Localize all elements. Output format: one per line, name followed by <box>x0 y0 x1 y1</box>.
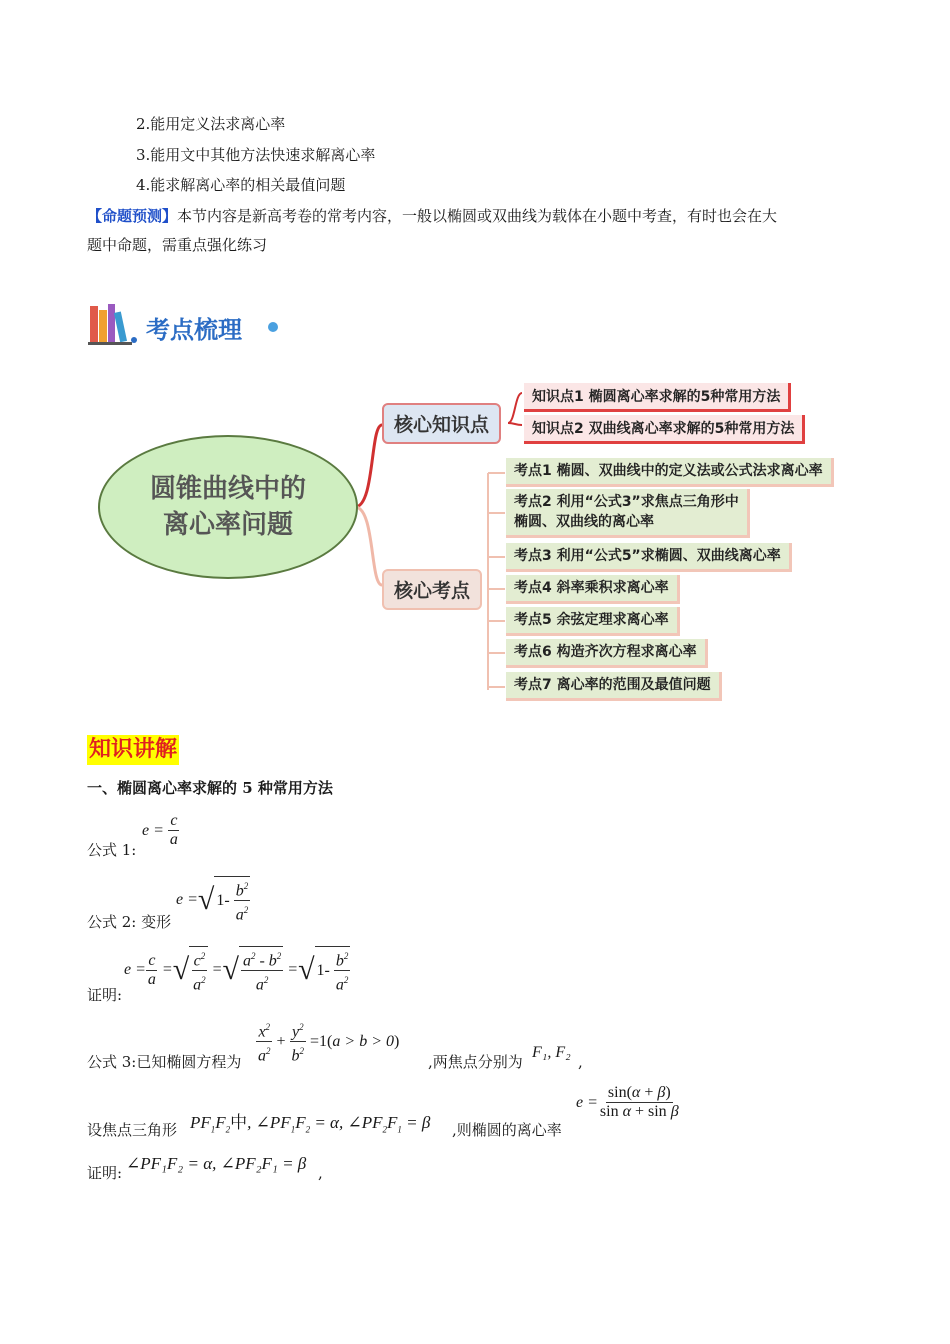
point-item-3: 考点3 利用“公式5”求椭圆、双曲线离心率 <box>506 543 792 572</box>
knowledge-item-1: 知识点1 椭圆离心率求解的5种常用方法 <box>524 383 791 412</box>
formula-3-foci: F₁, F₂ <box>532 1044 571 1061</box>
proof-2-tail: , <box>318 1164 323 1182</box>
mind-map <box>90 375 880 705</box>
formula-3-tail: , <box>578 1053 583 1071</box>
formula-2-label: 公式 2: 变形 <box>87 913 172 931</box>
point-item-2-line-2: 椭圆、双曲线的离心率 <box>514 514 654 530</box>
point-item-2 <box>506 489 750 538</box>
point-item-6: 考点6 构造齐次方程求离心率 <box>506 639 708 668</box>
point-item-7: 考点7 离心率的范围及最值问题 <box>506 672 722 701</box>
proof-label: 证明: <box>87 986 123 1004</box>
goal-item-3: 3.能用文中其他方法快速求解离心率 <box>136 146 376 164</box>
point-item-4: 考点4 斜率乘积求离心率 <box>506 575 680 604</box>
dot-icon <box>268 322 278 332</box>
prediction-text-2: 题中命题，需重点强化练习 <box>87 236 268 254</box>
center-line-2: 离心率问题 <box>162 510 293 540</box>
proof-expr: e = $\frac{c}{a}$ = √ $\frac{c^2}{a^2}$ = √ $\frac{a^2 - b^2}{a^2}$ = √ 1- $\frac{b^2}{a^2}$ <box>124 946 350 995</box>
proof-2-label: 证明: <box>87 1164 123 1182</box>
formula-3-ellipse-eq: $\frac{x^2}{a^2}$ + $\frac{y^2}{b^2}$ =1( a > b > 0 ) <box>256 1018 399 1066</box>
formula-3-mid: ,两焦点分别为 <box>428 1053 523 1071</box>
prediction-text-1: 本节内容是新高考卷的常考内容，一般以椭圆或双曲线为载体在小题中考查，有时也会在大 <box>177 207 778 225</box>
subsection-title: 一、椭圆离心率求解的 5 种常用方法 <box>87 779 333 797</box>
formula-1-expr: e = $\frac{c}{a}$ <box>142 812 178 848</box>
mind-map-center <box>98 435 358 579</box>
eccentricity-formula: e = $\frac{\sin(\alpha + \beta)}{\text{sin α + sin β}}$ <box>576 1084 679 1120</box>
formula-3-prefix: 公式 3:已知椭圆方程为 <box>87 1053 242 1071</box>
point-item-2-line-1: 考点2 利用“公式3”求焦点三角形中 <box>514 494 739 510</box>
formula-1-label: 公式 1: <box>87 841 137 859</box>
point-item-1: 考点1 椭圆、双曲线中的定义法或公式法求离心率 <box>506 458 834 487</box>
knowledge-title: 知识讲解 <box>87 735 179 765</box>
section-banner <box>88 302 288 348</box>
triangle-prefix: 设焦点三角形 <box>87 1121 178 1139</box>
knowledge-item-2: 知识点2 双曲线离心率求解的5种常用方法 <box>524 415 805 444</box>
goal-item-4: 4.能求解离心率的相关最值问题 <box>136 176 346 194</box>
triangle-mid: ,则椭圆的离心率 <box>452 1121 562 1139</box>
point-item-5: 考点5 余弦定理求离心率 <box>506 607 680 636</box>
triangle-expr: $PF_1F_2$中, $\angle PF_1F_2 = \alpha$, $\angle PF_2F_1 = \beta$ <box>190 1113 431 1135</box>
section-banner-title: 考点梳理 <box>146 316 242 344</box>
proof-2-expr: ∠PF₁F₂ = α, ∠PF₂F₁ = β <box>126 1154 307 1173</box>
books-icon <box>88 302 138 346</box>
center-line-1: 圆锥曲线中的 <box>149 474 306 504</box>
branch-core-knowledge: 核心知识点 <box>382 403 501 444</box>
goal-item-2: 2.能用定义法求离心率 <box>136 115 286 133</box>
branch-core-points: 核心考点 <box>382 569 482 610</box>
formula-2-expr: e = √ 1- $\frac{b^2}{a^2}$ <box>176 876 250 925</box>
prediction-label: 【命题预测】 <box>87 207 178 225</box>
prediction-paragraph <box>87 206 777 226</box>
